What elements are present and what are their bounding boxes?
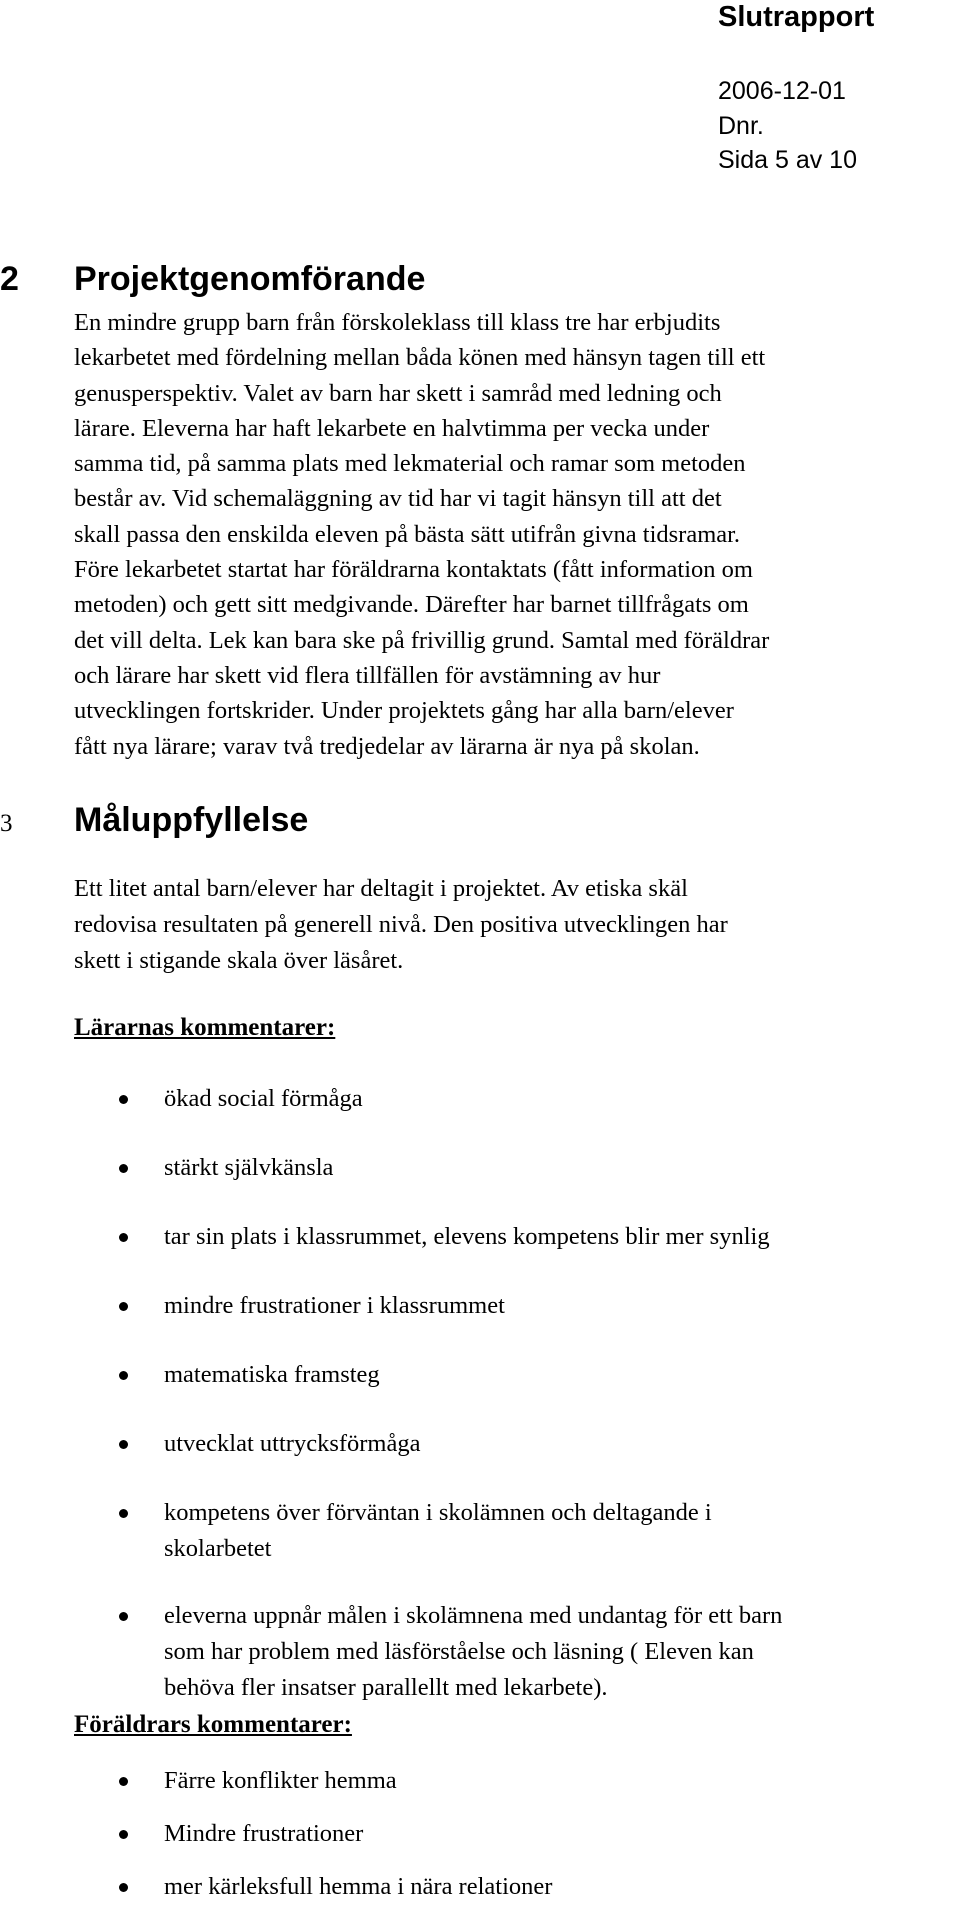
- paragraph-line: utvecklingen fortskrider. Under projektets gång har alla barn/elever: [74, 697, 734, 725]
- bullet-icon: [119, 1371, 128, 1380]
- teachers-comments-heading: Lärarnas kommentarer:: [74, 1014, 336, 1041]
- paragraph-line: metoden) och gett sitt medgivande. Därefter har barnet tillfrågats om: [74, 591, 749, 619]
- page-number: Sida 5 av 10: [718, 146, 857, 174]
- paragraph-line: lekarbetet med fördelning mellan båda könen med hänsyn tagen till ett: [74, 344, 766, 372]
- section-2-number: 2: [0, 260, 19, 298]
- paragraph-line: En mindre grupp barn från förskoleklass till klass tre har erbjudits: [74, 309, 721, 336]
- paragraph-line: Före lekarbetet startat har föräldrarna kontaktats (fått information om: [74, 556, 753, 584]
- paragraph-line: lärare. Eleverna har haft lekarbete en halvtimma per vecka under: [74, 414, 710, 442]
- bullet-icon: [119, 1777, 128, 1786]
- list-item-text: utvecklat uttrycksförmåga: [164, 1430, 421, 1457]
- list-item-text: behöva fler insatser parallellt med lekarbete).: [164, 1674, 608, 1701]
- document-title: Slutrapport: [718, 1, 875, 33]
- list-item-text: mindre frustrationer i klassrummet: [164, 1292, 505, 1319]
- parents-comments-heading: Föräldrars kommentarer:: [74, 1711, 352, 1738]
- bullet-icon: [119, 1883, 128, 1892]
- list-item-text: Mindre frustrationer: [164, 1820, 364, 1847]
- list-item-text: som har problem med läsförståelse och läsning ( Eleven kan: [164, 1638, 754, 1665]
- paragraph-line: fått nya lärare; varav två tredjedelar av lärarna är nya på skolan.: [74, 732, 700, 760]
- bullet-icon: [119, 1830, 128, 1839]
- section-3-paragraph: [74, 871, 958, 979]
- bullet-icon: [119, 1164, 128, 1173]
- bullet-icon: [119, 1302, 128, 1311]
- section-2-title: Projektgenomförande: [74, 260, 426, 298]
- list-item-text: matematiska framsteg: [164, 1361, 380, 1388]
- paragraph-line: skett i stigande skala över läsåret.: [74, 947, 404, 974]
- section-3-number: 3: [0, 810, 13, 837]
- list-item-text: Färre konflikter hemma: [164, 1767, 397, 1794]
- bullet-icon: [119, 1612, 128, 1621]
- document-dnr: Dnr.: [718, 112, 764, 140]
- document-date: 2006-12-01: [718, 77, 846, 105]
- paragraph-line: det vill delta. Lek kan bara ske på frivillig grund. Samtal med föräldrar: [74, 626, 770, 654]
- list-item-text: ökad social förmåga: [164, 1085, 363, 1112]
- paragraph-line: skall passa den enskilda eleven på bästa sätt utifrån givna tidsramar.: [74, 520, 741, 548]
- paragraph-line: Ett litet antal barn/elever har deltagit i projektet. Av etiska skäl: [74, 875, 688, 902]
- list-item-text: skolarbetet: [164, 1535, 272, 1562]
- paragraph-line: och lärare har skett vid flera tillfällen för avstämning av hur: [74, 661, 661, 689]
- paragraph-line: redovisa resultaten på generell nivå. Den positiva utvecklingen har: [74, 911, 728, 938]
- section-3-title: Måluppfyllelse: [74, 801, 309, 839]
- bullet-icon: [119, 1440, 128, 1449]
- list-item-text: tar sin plats i klassrummet, elevens kompetens blir mer synlig: [164, 1223, 770, 1250]
- paragraph-line: består av. Vid schemaläggning av tid har vi tagit hänsyn till att det: [74, 485, 722, 513]
- bullet-icon: [119, 1233, 128, 1242]
- list-item-text: eleverna uppnår målen i skolämnena med undantag för ett barn: [164, 1602, 783, 1629]
- list-item-text: stärkt självkänsla: [164, 1154, 334, 1181]
- bullet-icon: [119, 1509, 128, 1518]
- list-item-text: kompetens över förväntan i skolämnen och deltagande i: [164, 1499, 712, 1526]
- bullet-icon: [119, 1095, 128, 1104]
- list-item-text: mer kärleksfull hemma i nära relationer: [164, 1873, 553, 1900]
- paragraph-line: genusperspektiv. Valet av barn har skett i samråd med ledning och: [74, 379, 722, 407]
- paragraph-line: samma tid, på samma plats med lekmaterial och ramar som metoden: [74, 450, 746, 478]
- section-2-paragraph: [74, 305, 958, 764]
